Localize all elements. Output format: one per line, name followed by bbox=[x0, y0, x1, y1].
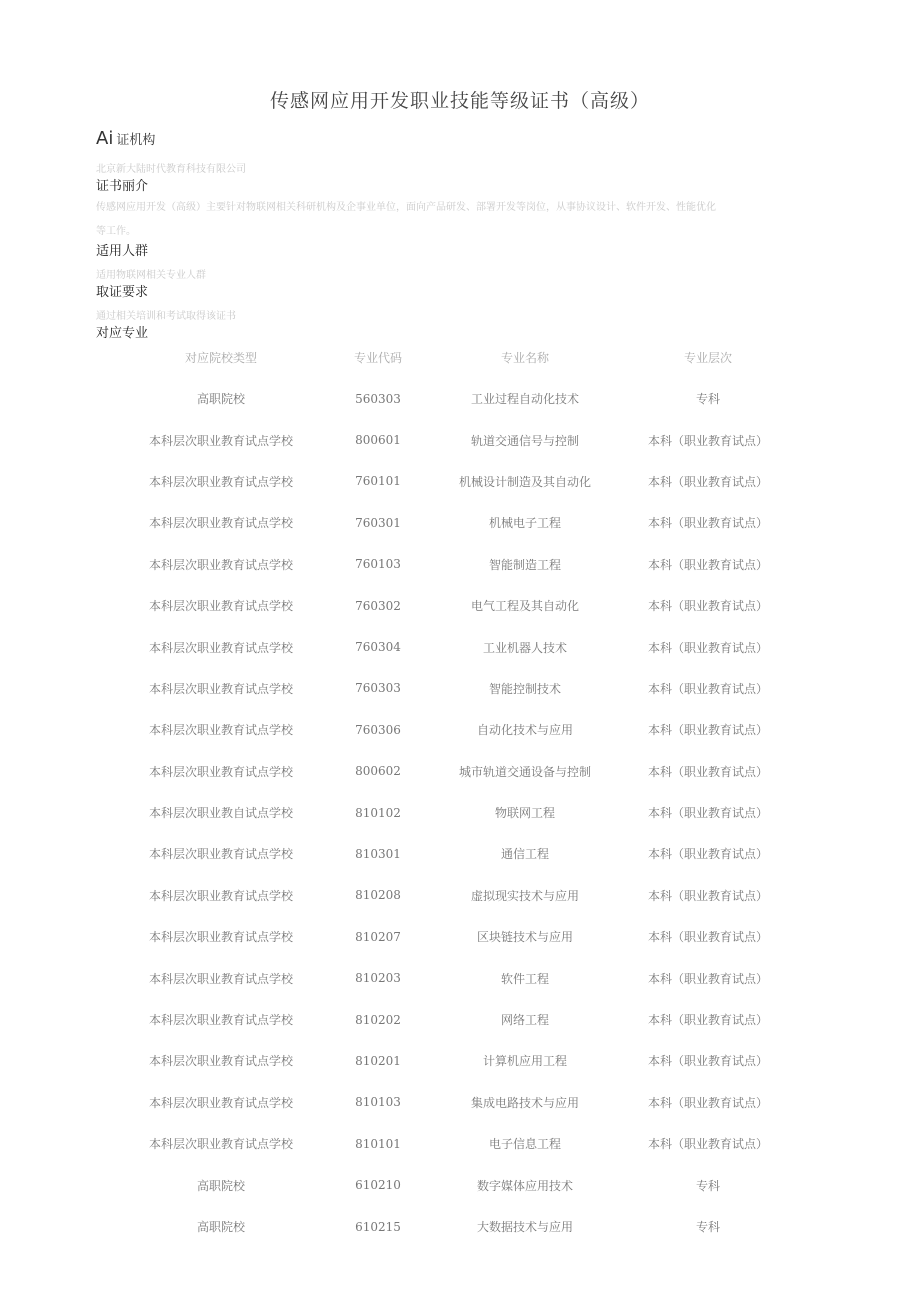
cell-name: 电气工程及其自动化 bbox=[470, 599, 579, 614]
ai-logo-icon: Ai bbox=[96, 128, 114, 149]
cell-code: 810201 bbox=[355, 1053, 401, 1068]
cell-name: 计算机应用工程 bbox=[482, 1054, 567, 1069]
table-row bbox=[126, 999, 806, 1040]
cell-code: 760304 bbox=[355, 640, 401, 655]
cell-name: 集成电路技术与应用 bbox=[470, 1095, 579, 1110]
cell-school-type: 本科层次职业教育试点学校 bbox=[148, 930, 293, 945]
cell-name: 自动化技术与应用 bbox=[476, 723, 573, 738]
cell-level: 专科 bbox=[695, 1220, 720, 1234]
cell-name: 虚拟现实技术与应用 bbox=[470, 888, 579, 903]
cell-name: 通信工程 bbox=[500, 847, 549, 862]
cell-name: 大数据技术与应用 bbox=[476, 1220, 573, 1234]
table-row bbox=[126, 502, 806, 543]
intro-heading: 证书丽介 bbox=[96, 179, 149, 194]
cell-level: 本科（职业教育试点） bbox=[647, 930, 768, 945]
column-header-name: 专业名称 bbox=[500, 350, 549, 365]
cell-level: 专科 bbox=[695, 1178, 720, 1193]
cell-name: 区块链技术与应用 bbox=[476, 930, 573, 945]
table-row bbox=[126, 544, 806, 585]
org-value: 北京新大陆时代教育科技有限公司 bbox=[96, 164, 246, 175]
table-row bbox=[126, 378, 806, 419]
cell-school-type: 本科层次职业教育试点学校 bbox=[148, 557, 293, 572]
table-row bbox=[126, 751, 806, 792]
cell-school-type: 本科层次职业教育试点学校 bbox=[148, 474, 293, 489]
cell-level: 本科（职业教育试点） bbox=[647, 723, 768, 738]
cell-code: 800601 bbox=[355, 433, 401, 448]
table-row bbox=[126, 585, 806, 626]
cell-name: 工业过程自动化技术 bbox=[470, 392, 579, 407]
cell-code: 810208 bbox=[355, 888, 401, 903]
cell-code: 810203 bbox=[355, 971, 401, 986]
cell-level: 本科（职业教育试点） bbox=[647, 806, 768, 821]
cell-code: 760103 bbox=[355, 557, 401, 572]
table-row bbox=[126, 419, 806, 460]
cell-level: 本科（职业教育试点） bbox=[647, 1054, 768, 1069]
cell-name: 物联网工程 bbox=[494, 806, 555, 821]
org-heading: 证机构 bbox=[116, 133, 156, 148]
table-header-row bbox=[126, 336, 806, 378]
cell-level: 专科 bbox=[695, 392, 720, 407]
cell-code: 810102 bbox=[355, 805, 401, 820]
cell-code: 560303 bbox=[355, 391, 401, 406]
cell-school-type: 本科层次职业教育试点学校 bbox=[148, 1095, 293, 1110]
cell-level: 本科（职业教育试点） bbox=[647, 1137, 768, 1152]
org-section-header bbox=[96, 128, 155, 149]
cell-school-type: 高职院校 bbox=[196, 392, 245, 407]
cell-school-type: 本科层次职业教育试点学校 bbox=[148, 1137, 293, 1152]
audience-value: 适用物联网相关专业人群 bbox=[96, 270, 206, 281]
cell-level: 本科（职业教育试点） bbox=[647, 557, 768, 572]
cell-name: 城市轨道交通设备与控制 bbox=[458, 764, 591, 779]
cell-name: 机械设计制造及其自动化 bbox=[458, 474, 591, 489]
table-row bbox=[126, 957, 806, 998]
cell-code: 760301 bbox=[355, 515, 401, 530]
table-row bbox=[126, 875, 806, 916]
cell-name: 智能控制技术 bbox=[488, 681, 561, 696]
requirement-value: 通过相关培训和考试取得该证书 bbox=[96, 311, 236, 322]
cell-level: 本科（职业教育试点） bbox=[647, 474, 768, 489]
intro-line-2: 等工作。 bbox=[96, 226, 136, 237]
cell-code: 760306 bbox=[355, 722, 401, 737]
cell-school-type: 本科层次职业教育试点学校 bbox=[148, 433, 293, 448]
cell-code: 760101 bbox=[355, 474, 401, 489]
table-row bbox=[126, 1082, 806, 1123]
column-header-level: 专业层次 bbox=[683, 350, 732, 365]
table-row bbox=[126, 1040, 806, 1081]
cell-code: 810202 bbox=[355, 1012, 401, 1027]
cell-code: 760302 bbox=[355, 598, 401, 613]
cell-code: 810207 bbox=[355, 929, 401, 944]
cell-school-type: 本科层次职业教育试点学校 bbox=[148, 599, 293, 614]
cell-code: 760303 bbox=[355, 681, 401, 696]
cell-level: 本科（职业教育试点） bbox=[647, 971, 768, 986]
cell-code: 810103 bbox=[355, 1095, 401, 1110]
cell-school-type: 高职院校 bbox=[196, 1178, 245, 1193]
majors-heading: 对应专业 bbox=[96, 326, 149, 341]
cell-school-type: 本科层次职业教育试点学校 bbox=[148, 847, 293, 862]
cell-name: 智能制造工程 bbox=[488, 557, 561, 572]
majors-table-body bbox=[126, 378, 806, 1247]
column-header-school-type: 对应院校类型 bbox=[184, 350, 257, 365]
cell-code: 610210 bbox=[355, 1178, 401, 1193]
cell-level: 本科（职业教育试点） bbox=[647, 433, 768, 448]
cell-school-type: 本科层次职业教育试点学校 bbox=[148, 681, 293, 696]
cell-school-type: 本科层次职业教育试点学校 bbox=[148, 640, 293, 655]
table-row bbox=[126, 792, 806, 833]
table-row bbox=[126, 1164, 806, 1205]
cell-level: 本科（职业教育试点） bbox=[647, 640, 768, 655]
cell-level: 本科（职业教育试点） bbox=[647, 1013, 768, 1028]
cell-level: 本科（职业教育试点） bbox=[647, 599, 768, 614]
cell-code: 810101 bbox=[355, 1136, 401, 1151]
cell-school-type: 高职院校 bbox=[196, 1220, 245, 1234]
cell-name: 软件工程 bbox=[500, 971, 549, 986]
table-row bbox=[126, 626, 806, 667]
cell-school-type: 本科层次职业教育试点学校 bbox=[148, 971, 293, 986]
table-row bbox=[126, 916, 806, 957]
cell-level: 本科（职业教育试点） bbox=[647, 681, 768, 696]
page-title: 传感网应用开发职业技能等级证书（高级） bbox=[269, 90, 650, 112]
cell-name: 数字媒体应用技术 bbox=[476, 1178, 573, 1193]
table-row bbox=[126, 668, 806, 709]
cell-school-type: 本科层次职业教育试点学校 bbox=[148, 888, 293, 903]
cell-school-type: 本科层次职业教育试点学校 bbox=[148, 764, 293, 779]
cell-level: 本科（职业教育试点） bbox=[647, 888, 768, 903]
table-row bbox=[126, 1206, 806, 1247]
cell-level: 本科（职业教育试点） bbox=[647, 764, 768, 779]
majors-table bbox=[126, 336, 806, 1247]
cell-code: 810301 bbox=[355, 846, 401, 861]
table-row bbox=[126, 833, 806, 874]
intro-line-1: 传感网应用开发（高级）主要针对物联网相关科研机构及企事业单位，面向产品研发、部署开发等岗位，从事协议设计、软件开发、性能优化 bbox=[96, 202, 716, 213]
table-row bbox=[126, 709, 806, 750]
cell-name: 机械电子工程 bbox=[488, 516, 561, 531]
requirement-heading: 取证要求 bbox=[96, 285, 149, 300]
cell-level: 本科（职业教育试点） bbox=[647, 847, 768, 862]
cell-level: 本科（职业教育试点） bbox=[647, 1095, 768, 1110]
table-row bbox=[126, 461, 806, 502]
cell-school-type: 本科层次职业教育试点学校 bbox=[148, 516, 293, 531]
intro-text bbox=[96, 196, 776, 244]
audience-heading: 适用人群 bbox=[96, 244, 149, 259]
cell-school-type: 本科层次职业教自试点学校 bbox=[148, 806, 293, 821]
cell-code: 800602 bbox=[355, 764, 401, 779]
cell-name: 网络工程 bbox=[500, 1013, 549, 1028]
cell-level: 本科（职业教育试点） bbox=[647, 516, 768, 531]
cell-school-type: 本科层次职业教育试点学校 bbox=[148, 1013, 293, 1028]
cell-school-type: 本科层次职业教育试点学校 bbox=[148, 1054, 293, 1069]
column-header-code: 专业代码 bbox=[353, 350, 402, 365]
cell-name: 工业机器人技术 bbox=[482, 640, 567, 655]
cell-name: 轨道交通信号与控制 bbox=[470, 433, 579, 448]
cell-school-type: 本科层次职业教育试点学校 bbox=[148, 723, 293, 738]
cell-name: 电子信息工程 bbox=[488, 1137, 561, 1152]
cell-code: 610215 bbox=[355, 1219, 401, 1234]
table-row bbox=[126, 1123, 806, 1164]
